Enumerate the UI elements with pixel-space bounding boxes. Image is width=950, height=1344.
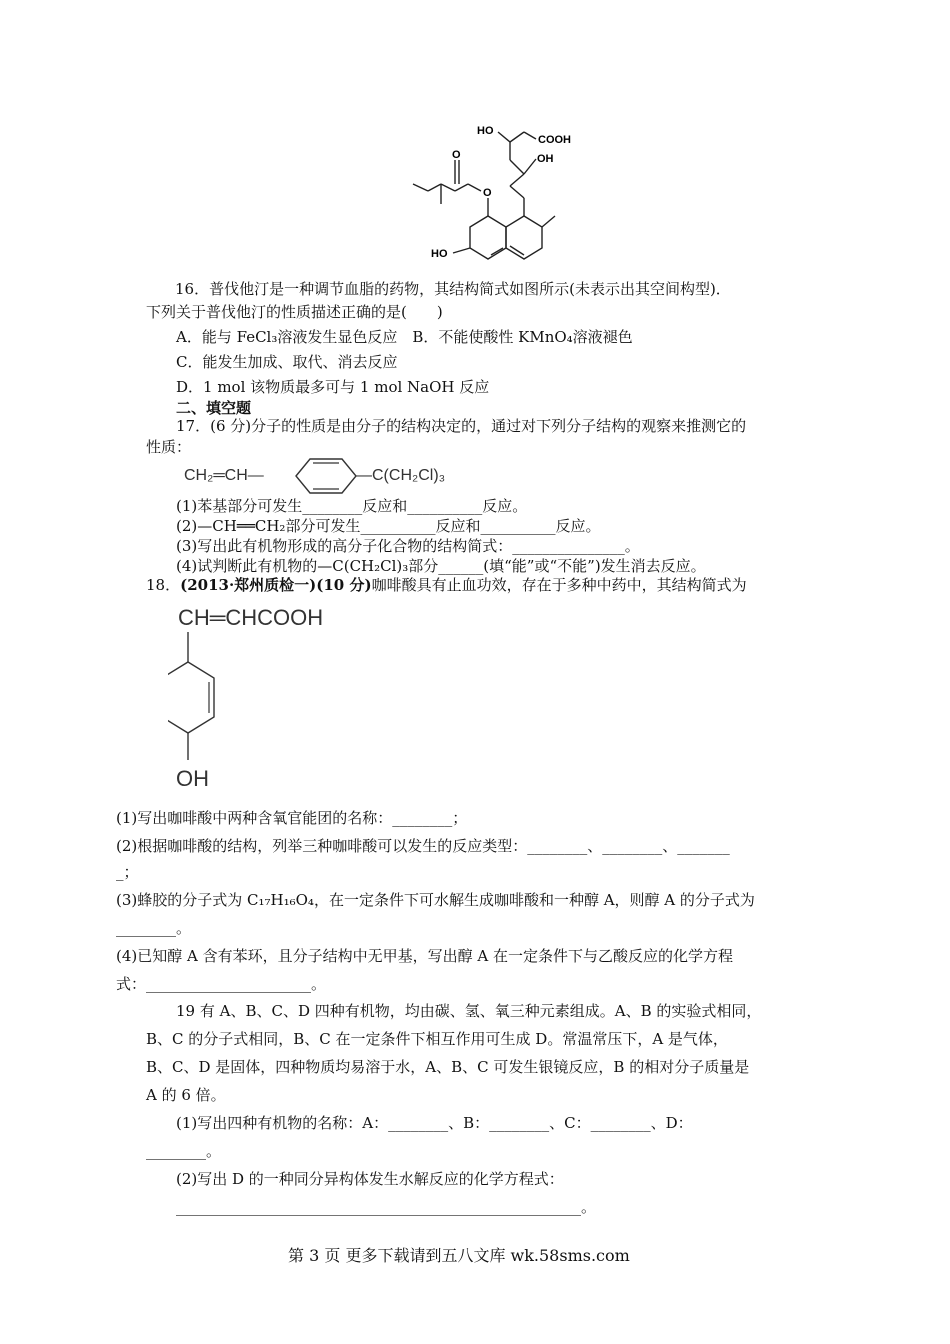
q18-stem: [146, 575, 747, 595]
q19-part2-blank: ______________________________________________________。: [176, 1198, 597, 1216]
q19-line3: B、C、D 是固体，四种物质均易溶于水，A、B、C 可发生银镜反应，B 的相对分子质量是: [146, 1058, 750, 1076]
q18-part2: (2)根据咖啡酸的结构，列举三种咖啡酸可以发生的反应类型：________、________、_______: [116, 837, 730, 855]
q18-part3: (3)蜂胶的分子式为 C₁₇H₁₆O₄，在一定条件下可水解生成咖啡酸和一种醇 A，则醇 A 的分子式为: [116, 891, 755, 909]
caffeic-acid-structure: [168, 600, 368, 800]
q18-number: 18．: [146, 576, 181, 594]
q19-part1: (1)写出四种有机物的名称：A：________、B：________、C：________、D：: [176, 1114, 693, 1132]
q17-part2: (2)—CH══CH₂部分可发生__________反应和__________反应。: [176, 517, 601, 535]
q18-part3-cont: ________。: [116, 919, 192, 937]
page-footer: 第 3 页 更多下载请到五八文库 wk.58sms.com: [288, 1246, 630, 1265]
q16-option-d: D．1 mol 该物质最多可与 1 mol NaOH 反应: [176, 378, 490, 396]
ester-o-label: O: [483, 187, 492, 199]
q18-source: (2013·郑州质检一)(10 分): [180, 576, 372, 594]
q18-part4: (4)已知醇 A 含有苯环，且分子结构中无甲基，写出醇 A 在一定条件下与乙酸反应的化学方程: [116, 947, 733, 965]
q17-part1: (1)苯基部分可发生________反应和__________反应。: [176, 497, 528, 515]
q19-part1-cont: ________。: [146, 1142, 222, 1160]
q17-part4: (4)试判断此有机物的—C(CH₂Cl)₃部分______(填“能”或“不能”)发生消去反应。: [176, 557, 706, 575]
q16-option-c: C．能发生加成、取代、消去反应: [176, 353, 398, 371]
q16-question: 下列关于普伐他汀的性质描述正确的是( ): [146, 303, 443, 321]
q19-line4: A 的 6 倍。: [146, 1086, 226, 1104]
q19-line2: B、C 的分子式相同，B、C 在一定条件下相互作用可生成 D。常温常压下，A 是气体，: [146, 1030, 728, 1048]
ho-label-top: HO: [477, 125, 494, 137]
q17-stem: 17．(6 分)分子的性质是由分子的结构决定的，通过对下列分子结构的观察来推测它的: [176, 417, 747, 435]
q17-part3: (3)写出此有机物形成的高分子化合物的结构简式：_______________。: [176, 537, 640, 555]
keto-o-label: O: [452, 149, 461, 161]
section-heading: 二、填空题: [176, 399, 252, 417]
ho-label-bottom: HO: [431, 248, 448, 260]
q18-part2-cont: _；: [116, 863, 139, 881]
q17-stem-cont: 性质：: [146, 438, 192, 456]
vinyl-group: CH₂═CH—: [184, 467, 264, 484]
q19-line1: 19 有 A、B、C、D 四种有机物，均由碳、氢、氧三种元素组成。A、B 的实验式相同，: [176, 1002, 762, 1020]
q16-option-a-b: A．能与 FeCl₃溶液发生显色反应 B．不能使酸性 KMnO₄溶液褪色: [176, 328, 633, 346]
acrylic-acid-group: CH═CHCOOH: [178, 605, 324, 630]
q17-structure: [182, 455, 502, 497]
q16-stem: 16．普伐他汀是一种调节血脂的药物，其结构简式如图所示(未表示出其空间构型)．: [175, 280, 731, 298]
q18-part4-cont: 式：______________________。: [116, 975, 327, 993]
q19-part2: (2)写出 D 的一种同分异构体发生水解反应的化学方程式：: [176, 1170, 564, 1188]
oh-label: OH: [537, 153, 554, 165]
q18-text: 咖啡酸具有止血功效，存在于多种中药中，其结构简式为: [371, 576, 747, 594]
hydroxyl-group: OH: [176, 766, 209, 791]
q18-part1: (1)写出咖啡酸中两种含氧官能团的名称：________；: [116, 809, 468, 827]
trichloromethyl-group: —C(CH₂Cl)₃: [356, 467, 446, 484]
pravastatin-structure: [395, 112, 595, 272]
cooh-label: COOH: [538, 134, 571, 146]
